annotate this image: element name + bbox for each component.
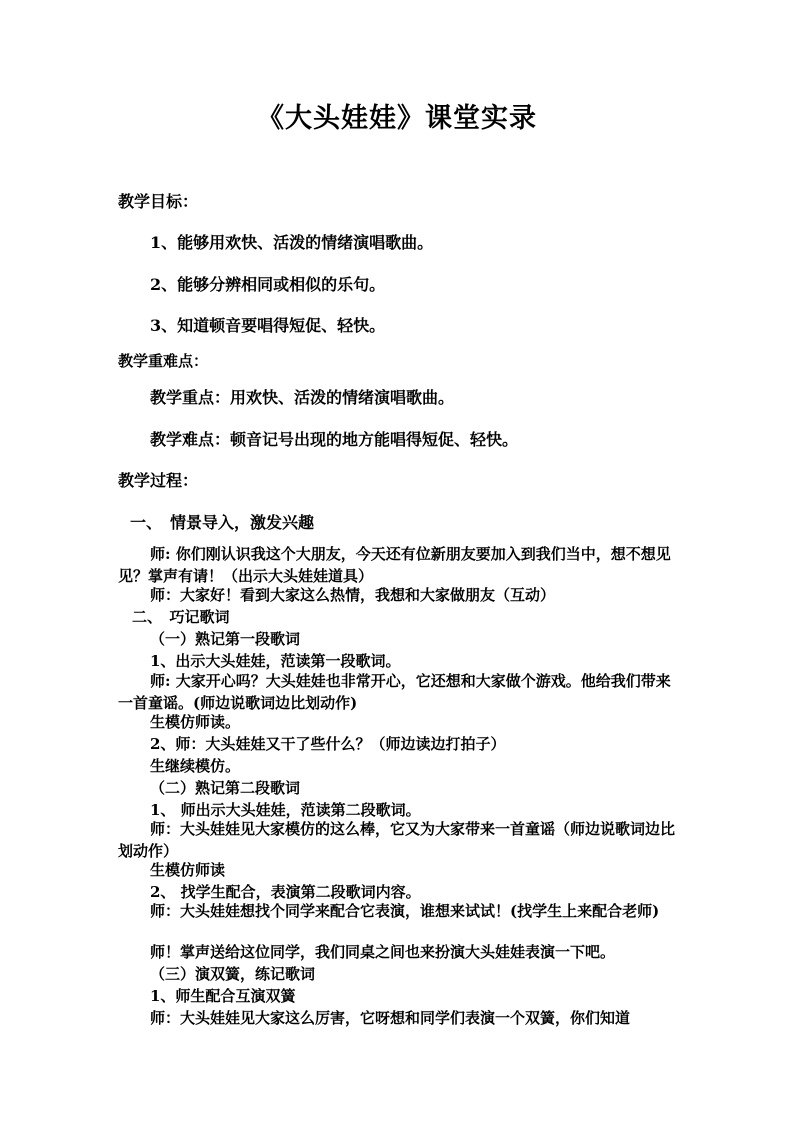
paragraph: 师: 你们刚认识我这个大朋友，今天还有位新朋友要加入到我们当中，想不想见见？掌声有请！（出示大头娃娃道具） [118,545,671,585]
paragraph: 生继续模仿。 [150,757,241,775]
paragraph: 1、 师出示大头娃娃，范读第二段歌词。 [150,801,421,819]
subsection-heading-1: （一）熟记第一段歌词 [150,630,301,648]
paragraph: 生模仿师读。 [150,713,241,731]
section-heading-1: 一、 情景导入，激发兴趣 [130,513,315,532]
process-heading: 教学过程： [118,471,199,490]
paragraph: 生模仿师读 [150,861,226,879]
paragraph: 1、出示大头娃娃，范读第一段歌词。 [150,652,401,670]
focus-heading: 教学重难点： [118,352,209,370]
paragraph: 1、师生配合互演双簧 [150,987,296,1005]
subsection-heading-2: （二）熟记第二段歌词 [150,779,301,797]
focus-key-point: 教学重点：用欢快、活泼的情绪演唱歌曲。 [150,388,455,407]
paragraph: 师：大头娃娃见大家模仿的这么棒，它又为大家带来一首童谣（师边说歌词边比划动作） [118,820,676,860]
focus-difficult-point: 教学难点：顿音记号出现的地方能唱得短促、轻快。 [150,430,519,449]
goal-item-2: 2、能够分辨相同或相似的乐句。 [150,275,386,294]
paragraph: 师：大头娃娃见大家这么厉害，它呀想和同学们表演一个双簧，你们知道 [150,1009,631,1027]
goal-item-1: 1、能够用欢快、活泼的情绪演唱歌曲。 [150,233,434,252]
paragraph: 师！掌声送给这位同学，我们同桌之间也来扮演大头娃娃表演一下吧。 [150,943,616,961]
subsection-heading-3: （三）演双簧，练记歌词 [150,965,316,983]
section-heading-2: 二、 巧记歌词 [132,608,230,626]
document-title: 《大头娃娃》课堂实录 [257,103,537,134]
goal-item-3: 3、知道顿音要唱得短促、轻快。 [150,316,386,335]
paragraph: 2、师：大头娃娃又干了些什么？（师边读边打拍子） [150,735,506,753]
paragraph: 师：大头娃娃想找个同学来配合它表演，谁想来试试！(找学生上来配合老师) [150,902,660,920]
paragraph: 师: 大家开心吗？大头娃娃也非常开心，它还想和大家做个游戏。他给我们带来一首童谣。(师边说歌词边比划动作) [118,672,671,712]
paragraph: 2、 找学生配合，表演第二段歌词内容。 [150,883,421,901]
paragraph: 师：大家好！看到大家这么热情，我想和大家做朋友（互动） [150,586,556,604]
goals-heading: 教学目标： [118,192,199,211]
